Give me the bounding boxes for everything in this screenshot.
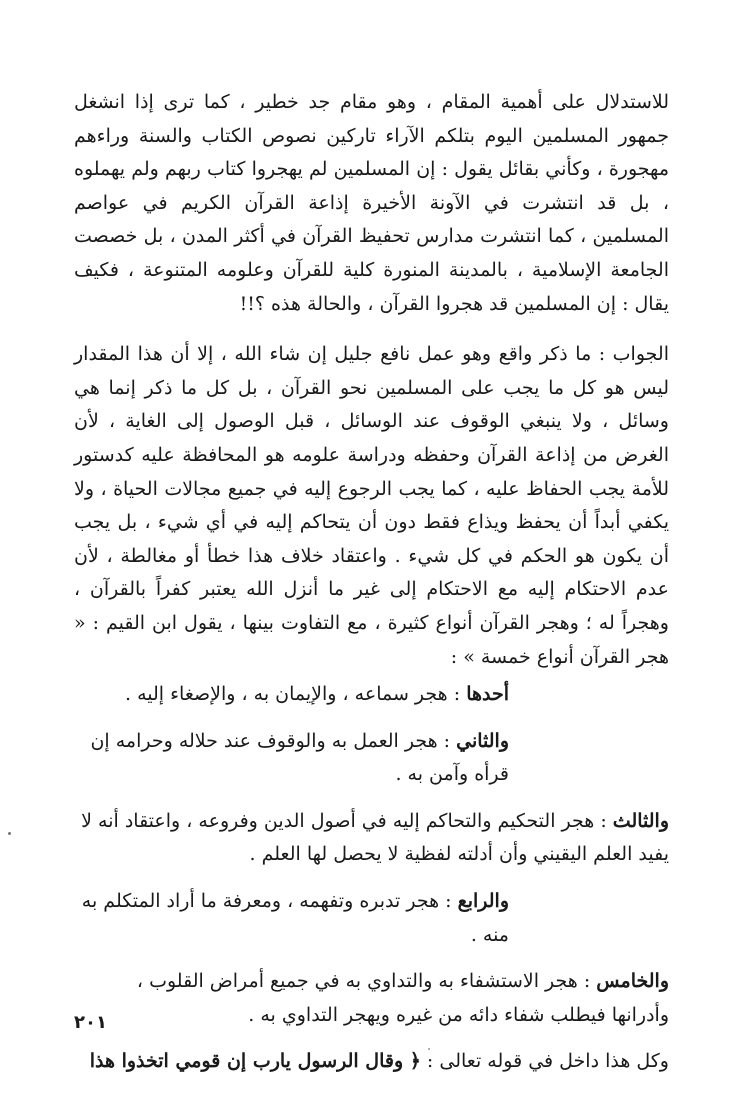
hajr-type-2-label: والثاني [456,729,509,752]
intro-paragraph: للاستدلال على أهمية المقام ، وهو مقام جد خطير ، كما ترى إذا انشغل جمهور المسلمين اليوم بتلكم الآراء تاركين نصوص الكتاب والسنة وراءهم مهجورة ، وكأني بقائل يقول : إن المسلمين لم يهجروا كتاب ربهم ولم يهملوه ، بل قد انتشرت في الآونة الأخيرة إذاعة القرآن الكريم في عواصم المسلمين ، كما انتشرت مدارس تحفيظ القرآن في أكثر المدن ، بل خصصت الجامعة الإسلامية ، بالمدينة المنورة كلية للقرآن وعلومه المتنوعة ، فكيف يقال : إن المسلمين قد هجروا القرآن ، والحالة هذه ؟!! [74,91,669,315]
hajr-type-5 [74,965,669,1032]
hajr-type-3 [74,805,669,872]
hajr-type-5-text: : هجر الاستشفاء به والتداوي به في جميع أمراض القلوب ، وأدرانها فيطلب شفاء دائه من غيره ويهجر التداوي به . [136,970,669,1026]
scan-speck [8,832,11,835]
hajr-type-1-label: أحدها [466,683,509,706]
hajr-type-2 [74,725,669,792]
hajr-type-5-label: والخامس [596,970,669,993]
closing-line [74,1045,669,1079]
hajr-type-1-text: : هجر سماعه ، والإيمان به ، والإصغاء إليه . [125,683,467,706]
page-text [74,86,669,1079]
closing-lead: وكل هذا داخل في قوله تعالى : [420,1050,669,1073]
hajr-type-4-label: والرابع [457,890,509,913]
page-number: ٢٠١ [74,1012,107,1033]
hajr-type-2-text: : هجر العمل به والوقوف عند حلاله وحرامه إن قرأه وآمن به . [90,729,509,786]
hajr-type-3-text: : هجر التحكيم والتحاكم إليه في أصول الدين وفروعه ، واعتقاد أنه لا يفيد العلم اليقيني وأن أدلته لفظية لا يحصل لها العلم . [81,809,669,866]
scan-speck [428,1048,430,1050]
hajr-type-1 [74,678,669,712]
quran-verse: ﴿ وقال الرسول يارب إن قومي اتخذوا هذا [89,1050,421,1073]
hajr-type-3-label: والثالث [612,809,669,832]
hajr-type-4-text: : هجر تدبره وتفهمه ، ومعرفة ما أراد المتكلم به منه . [81,890,509,946]
hajr-type-4 [74,885,669,952]
answer-paragraph: الجواب : ما ذكر واقع وهو عمل نافع جليل إن شاء الله ، إلا أن هذا المقدار ليس هو كل ما يجب على المسلمين نحو القرآن ، بل كل ما ذكر إنما هي وسائل ، ولا ينبغي الوقوف عند الوسائل ، قبل الوصول إلى الغاية ، لأن الغرض من إذاعة القرآن وحفظه ودراسة علومه هو المحافظة عليه كدستور للأمة يجب الحفاظ عليه ، كما يجب الرجوع إليه في جميع مجالات الحياة ، ولا يكفي أبداً أن يحفظ ويذاع فقط دون أن يتحاكم إليه في أي شيء ، بل يجب أن يكون هو الحكم في كل شيء . واعتقاد خلاف هذا خطأ أو مغالطة ، لأن عدم الاحتكام إليه مع الاحتكام إلى غير ما أنزل الله يعتبر كفراً بالقرآن ، وهجراً له ؛ وهجر القرآن أنواع كثيرة ، مع التفاوت بينها ، يقول ابن القيم : « هجر القرآن أنواع خمسة » : [74,343,669,668]
